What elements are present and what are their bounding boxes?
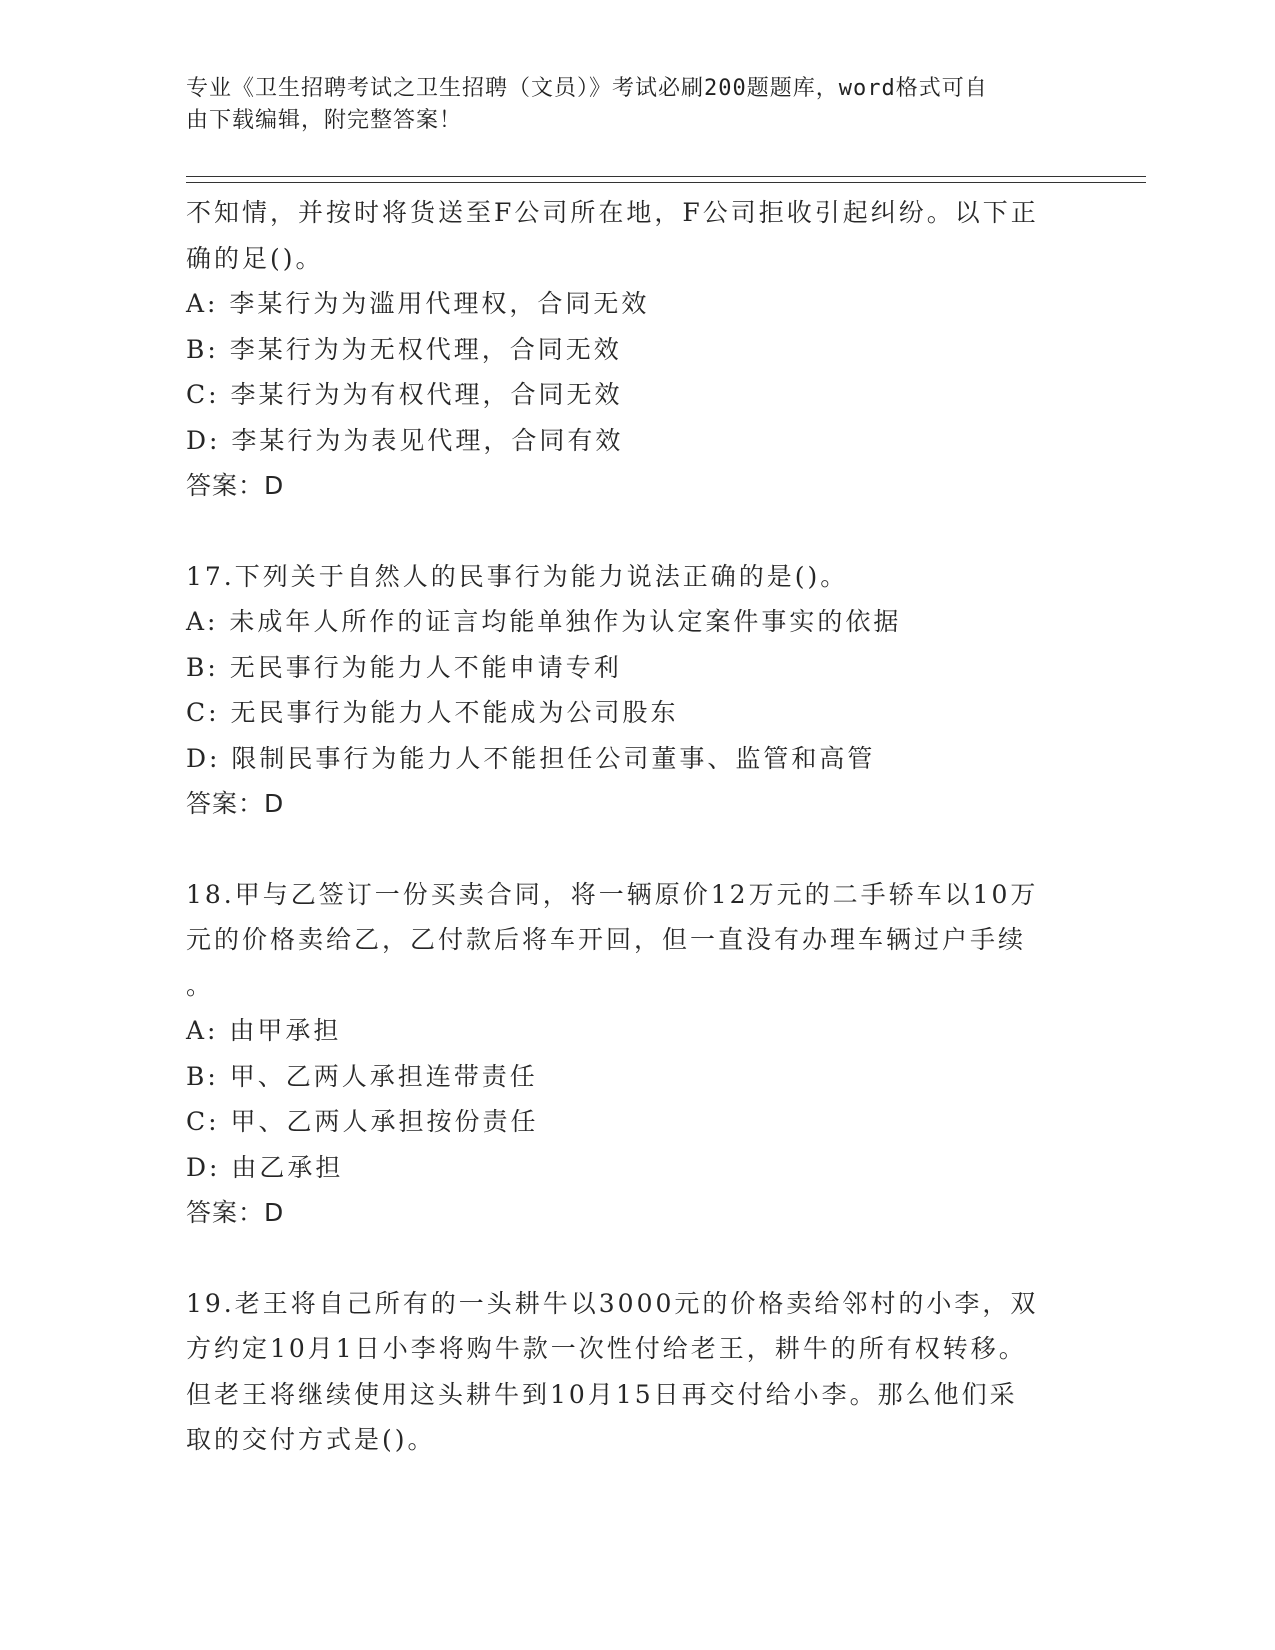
question-text-line: 元的价格卖给乙，乙付款后将车开回，但一直没有办理车辆过户手续 (186, 925, 1027, 954)
option-c: C: 无民事行为能力人不能成为公司股东 (186, 698, 679, 727)
answer-text: 答案：D (186, 471, 285, 500)
question-16 (186, 190, 1086, 509)
option-c: C: 甲、乙两人承担按份责任 (186, 1107, 539, 1136)
option-b: B: 甲、乙两人承担连带责任 (186, 1061, 538, 1091)
option-b: B: 无民事行为能力人不能申请专利 (186, 652, 622, 682)
option-d: D: 李某行为为表见代理，合同有效 (186, 425, 624, 455)
header-line-1: 专业《卫生招聘考试之卫生招聘（文员）》考试必刷200题题库，word格式可自 (186, 76, 988, 101)
question-text-line: 取的交付方式是()。 (186, 1425, 436, 1454)
option-c: C: 李某行为为有权代理，合同无效 (186, 380, 623, 409)
answer-text: 答案：D (186, 789, 285, 818)
question-text-line: 18.甲与乙签订一份买卖合同，将一辆原价12万元的二手轿车以10万 (186, 879, 1039, 909)
question-19 (186, 1281, 1086, 1463)
option-d: D: 限制民事行为能力人不能担任公司董事、监管和高管 (186, 743, 876, 773)
question-text-line: 不知情，并按时将货送至F公司所在地，F公司拒收引起纠纷。以下正 (186, 198, 1039, 227)
question-17 (186, 554, 1086, 827)
document-header (186, 73, 1066, 137)
option-a: A: 未成年人所作的证言均能单独作为认定案件事实的依据 (186, 607, 902, 636)
question-18 (186, 872, 1086, 1236)
question-text-line: 确的足()。 (186, 243, 324, 273)
document-body (186, 190, 1086, 1463)
option-b: B: 李某行为为无权代理，合同无效 (186, 334, 622, 364)
question-text-line: 方约定10月1日小李将购牛款一次性付给老王，耕牛的所有权转移。 (186, 1334, 1027, 1363)
answer-text: 答案：D (186, 1198, 285, 1227)
option-a: A: 李某行为为滥用代理权，合同无效 (186, 289, 650, 318)
option-d: D: 由乙承担 (186, 1152, 344, 1182)
header-line-2: 由下载编辑，附完整答案！ (186, 108, 463, 133)
header-divider-top (186, 176, 1146, 177)
header-divider-bottom (186, 182, 1146, 183)
spacer (186, 827, 1086, 872)
spacer (186, 509, 1086, 554)
question-text-line: 19.老王将自己所有的一头耕牛以3000元的价格卖给邻村的小李，双 (186, 1288, 1039, 1318)
question-text-line: 但老王将继续使用这头耕牛到10月15日再交付给小李。那么他们采 (186, 1379, 1018, 1409)
question-text-line: 。 (186, 970, 215, 1000)
question-text-line: 17.下列关于自然人的民事行为能力说法正确的是()。 (186, 561, 849, 591)
spacer (186, 1236, 1086, 1281)
option-a: A: 由甲承担 (186, 1016, 342, 1045)
